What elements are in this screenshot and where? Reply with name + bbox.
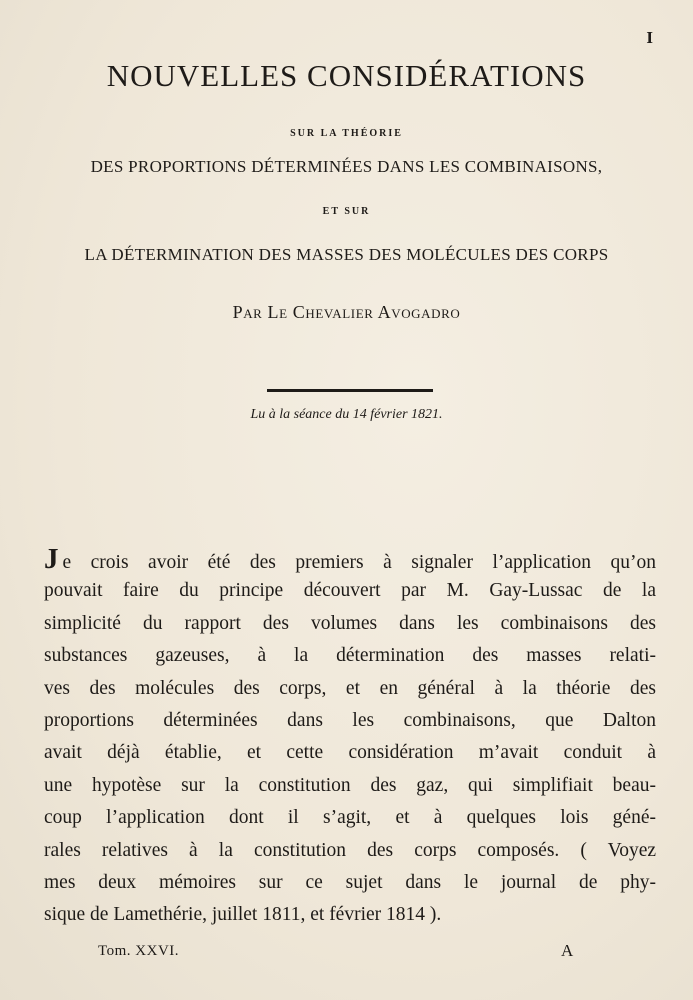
body-line: ves des molécules des corps, et en général à la théorie des <box>44 677 656 699</box>
author-line: Par Le Chevalier Avogadro <box>232 302 461 322</box>
body-line: proportions déterminées dans les combinaisons, que Dalton <box>44 709 656 731</box>
subtitle-connector-2: ET SUR <box>322 206 371 217</box>
body-line: pouvait faire du principe découvert par M. Gay-Lussac de la <box>44 580 656 602</box>
subtitle-connector-1: SUR LA THÉORIE <box>290 128 403 139</box>
body-line: coup l’application dont il s’agit, et à quelques lois géné- <box>44 807 656 829</box>
body-line: J e crois avoir été des premiers à signaler l’application qu’on <box>44 543 656 575</box>
page-number: I <box>646 28 653 47</box>
body-line: simplicité du rapport des volumes dans les combinaisons des <box>44 612 656 634</box>
body-line: rales relatives à la constitution des corps composés. ( Voyez <box>44 839 656 861</box>
body-line: une hypotèse sur la constitution des gaz, qui simplifiait beau- <box>44 774 656 796</box>
body-line: mes deux mémoires sur ce sujet dans le journal de phy- <box>44 871 656 893</box>
body-line: avait déjà établie, et cette considération m’avait conduit à <box>44 742 656 764</box>
drop-cap: J <box>44 543 59 575</box>
body-line: sique de Lamethérie, juillet 1811, et février 1814 ). <box>44 904 442 926</box>
divider-rule <box>267 389 433 392</box>
body-paragraph <box>44 543 656 932</box>
body-line: substances gazeuses, à la détermination des masses relati- <box>44 645 656 667</box>
session-date: Lu à la séance du 14 février 1821. <box>250 407 443 422</box>
signature-mark: A <box>561 941 574 960</box>
subtitle-1: DES PROPORTIONS DÉTERMINÉES DANS LES COMBINAISONS, <box>90 157 603 176</box>
volume-label: Tom. XXVI. <box>98 943 180 959</box>
subtitle-2: LA DÉTERMINATION DES MASSES DES MOLÉCULES DES CORPS <box>84 245 609 264</box>
page-title: NOUVELLES CONSIDÉRATIONS <box>106 58 587 93</box>
